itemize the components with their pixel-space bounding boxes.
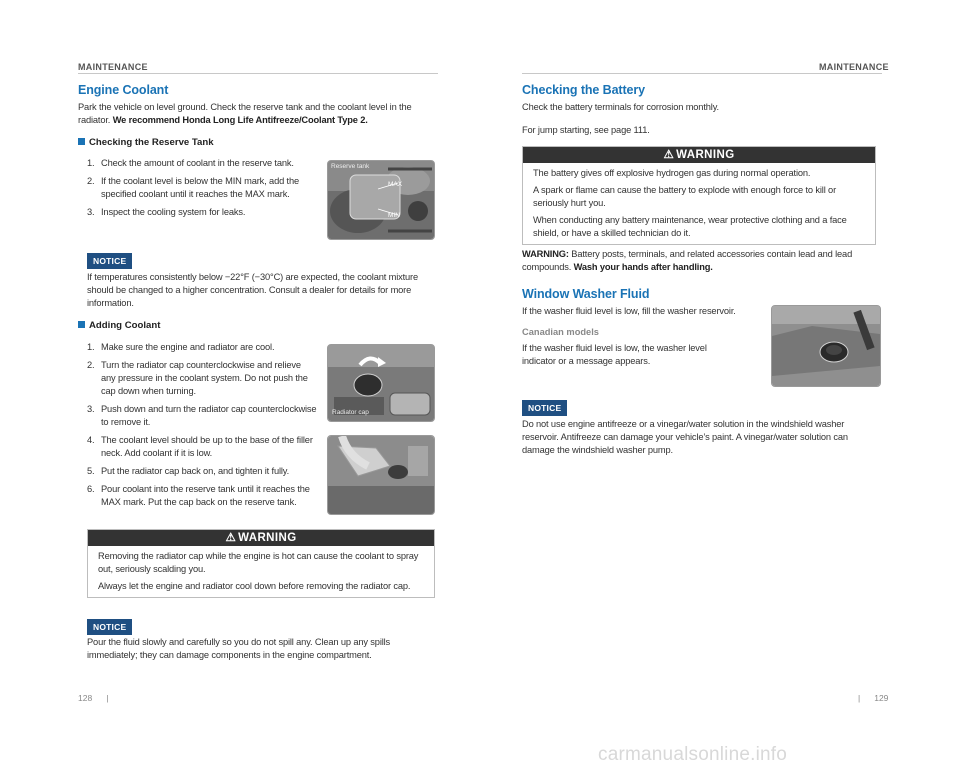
left-page-header: MAINTENANCE [78, 62, 148, 72]
radiator-cap-caption: Radiator cap [332, 409, 369, 416]
min-caption: MIN [388, 212, 400, 219]
warning-triangle-icon: ⚠ [663, 149, 675, 161]
notice-text-spills: Pour the fluid slowly and carefully so you do not spill any. Clean up any spills immediately; they can damage components in the engine compartment. [87, 637, 391, 660]
list-item [87, 434, 317, 460]
washer-line-fill: If the washer fluid level is low, fill the washer reservoir. [522, 306, 736, 316]
coolant-pouring-photo [327, 435, 435, 515]
coolant-warning-box [87, 529, 435, 598]
step-text: Put the radiator cap back on, and tighten it fully. [101, 466, 290, 476]
battery-warning-box [522, 146, 876, 245]
warning-label: WARNING [676, 149, 735, 161]
step-text: Turn the radiator cap counterclockwise and relieve any pressure in the coolant system. Do not push the cap down when turning. [101, 360, 308, 396]
step-number: 1. [87, 158, 95, 168]
battery-line-jump-start: For jump starting, see page 111. [522, 125, 650, 135]
step-number: 2. [87, 360, 95, 370]
step-number: 2. [87, 176, 95, 186]
list-item [87, 175, 312, 201]
canadian-models-label: Canadian models [522, 327, 599, 337]
warning-bar [88, 530, 434, 546]
battery-line-corrosion: Check the battery terminals for corrosion monthly. [522, 102, 719, 112]
warning-triangle-icon: ⚠ [225, 532, 237, 544]
warning-paragraph: Always let the engine and radiator cool down before removing the radiator cap. [98, 581, 411, 591]
list-item [87, 403, 317, 429]
adding-coolant-heading-text: Adding Coolant [89, 320, 161, 331]
lead-warning-text: Battery posts, terminals, and related accessories contain lead and lead compounds. [522, 249, 853, 272]
step-text: Check the amount of coolant in the reserve tank. [101, 158, 294, 168]
reserve-tank-photo [327, 160, 435, 240]
intro-bold-recommendation: We recommend Honda Long Life Antifreeze/Coolant Type 2. [112, 115, 368, 125]
list-item [87, 341, 317, 354]
step-number: 1. [87, 342, 95, 352]
warning-paragraph: A spark or flame can cause the battery to explode with enough force to kill or seriously hurt you. [533, 185, 837, 208]
step-number: 3. [87, 404, 95, 414]
warning-bar [523, 147, 875, 163]
warning-paragraph: Removing the radiator cap while the engine is hot can cause the coolant to spray out, seriously scalding you. [98, 551, 419, 574]
step-number: 5. [87, 466, 95, 476]
washer-canadian-text: If the washer fluid level is low, the washer level indicator or a message appears. [522, 343, 707, 366]
step-text: Make sure the engine and radiator are cool. [101, 342, 275, 352]
page-number-right: 129 [874, 693, 889, 703]
notice-text-washer: Do not use engine antifreeze or a vinegar/water solution in the windshield washer reservoir. Antifreeze can damage your vehicle’s paint. A vinegar/water solution can damage the windshield washer pump. [522, 419, 848, 455]
step-number: 6. [87, 484, 95, 494]
adding-coolant-heading [78, 320, 160, 331]
checking-reserve-heading [78, 137, 214, 148]
notice-text-temperature: If temperatures consistently below −22°F (−30°C) are expected, the coolant mixture should be changed to a higher concentration. Consult a dealer for details for more information. [87, 272, 419, 308]
warning-label: WARNING [238, 532, 297, 544]
warning-body [88, 546, 434, 597]
right-page-number: | 129 [858, 693, 889, 703]
list-item [87, 206, 312, 219]
checking-reserve-heading-text: Checking the Reserve Tank [89, 137, 214, 148]
step-text: Inspect the cooling system for leaks. [101, 207, 246, 217]
list-item [87, 465, 317, 478]
engine-coolant-title: Engine Coolant [78, 83, 169, 97]
max-caption: MAX [388, 181, 403, 188]
section-bullet-icon [78, 138, 85, 145]
washer-reservoir-photo [771, 305, 881, 387]
right-page-header: MAINTENANCE [819, 62, 889, 72]
left-page-number: 128 | [78, 693, 109, 703]
checking-battery-title: Checking the Battery [522, 83, 646, 97]
step-text: Push down and turn the radiator cap counterclockwise to remove it. [101, 404, 317, 427]
list-item [87, 483, 317, 509]
notice-badge: NOTICE [87, 253, 132, 269]
window-washer-title: Window Washer Fluid [522, 287, 650, 301]
warning-paragraph: When conducting any battery maintenance, wear protective clothing and a face shield, or have a skilled technician do it. [533, 215, 847, 238]
adding-coolant-steps [87, 341, 317, 514]
notice-badge: NOTICE [87, 619, 132, 635]
right-header-rule [522, 73, 882, 74]
step-number: 3. [87, 207, 95, 217]
intro-text: Park the vehicle on level ground. Check the reserve tank and the coolant level in the radiator. [78, 102, 412, 125]
lead-warning [522, 248, 880, 274]
engine-coolant-intro [78, 101, 440, 127]
lead-warning-label: WARNING: [522, 249, 569, 259]
warning-paragraph: The battery gives off explosive hydrogen gas during normal operation. [533, 168, 811, 178]
list-item [87, 359, 317, 398]
lead-warning-bold: Wash your hands after handling. [573, 262, 713, 272]
left-header-rule [78, 73, 438, 74]
page-number-left: 128 [78, 693, 93, 703]
step-text: If the coolant level is below the MIN mark, add the specified coolant until it reaches the MAX mark. [101, 176, 300, 199]
notice-badge: NOTICE [522, 400, 567, 416]
reserve-tank-caption: Reserve tank [331, 163, 370, 170]
step-text: The coolant level should be up to the base of the filler neck. Add coolant if it is low. [101, 435, 313, 458]
step-text: Pour coolant into the reserve tank until it reaches the MAX mark. Put the cap back on the reserve tank. [101, 484, 310, 507]
section-bullet-icon [78, 321, 85, 328]
warning-body [523, 163, 875, 244]
list-item [87, 157, 312, 170]
step-number: 4. [87, 435, 95, 445]
checking-reserve-steps [87, 157, 312, 224]
footer-watermark: carmanualsonline.info [598, 744, 788, 765]
